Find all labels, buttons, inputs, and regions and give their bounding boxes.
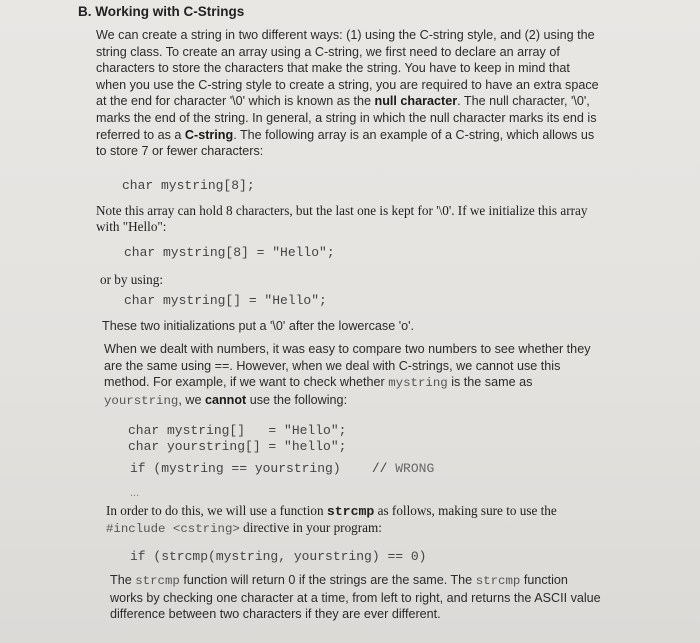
compare-text-1: When we dealt with numbers, it was easy to compare two numbers to see whether they are the same using ==. However, when we deal with C-strings, we cannot use this method. For example, if we want to check whether (104, 342, 591, 390)
intro-text-2: . The null character, '\0', marks the end of the string. In general, a string in which the null character marks its end is referred to as a (96, 94, 597, 142)
wrong-comment: WRONG (395, 461, 435, 476)
strcmp-intro-text-2: as follows, making sure to use the (374, 503, 557, 518)
strcmp-function-name: strcmp (326, 504, 375, 519)
intro-paragraph (96, 27, 602, 160)
compare-paragraph (104, 341, 602, 409)
code-compare-line-2: char yourstring[] = "hello"; (128, 439, 347, 454)
ellipsis: ... (130, 487, 140, 499)
strcmp-desc-text-1: The (110, 573, 136, 587)
strcmp-intro-paragraph (106, 503, 602, 538)
code-if-wrong-text: if (mystring == yourstring) // (130, 461, 396, 476)
note-paragraph: Note this array can hold 8 characters, but the last one is kept for '\0'. If we initialize this array with "Hello": (96, 203, 588, 235)
strcmp-intro-text-1: In order to do this, we will use a function (106, 503, 327, 518)
code-compare-line-1: char mystring[] = "Hello"; (128, 423, 347, 438)
cannot-term: cannot (204, 392, 247, 407)
strcmp-desc-text-2: function will return 0 if the strings are the same. The (179, 573, 476, 587)
yourstring-var: yourstring (104, 393, 179, 408)
code-declaration: char mystring[8]; (122, 178, 255, 193)
intro-text-1: We can create a string in two different ways: (1) using the C-string style, and (2) using the string class. To create an array using a C-string, we first need to declare an array of characters to store the characters that make the string. You have to keep in mind that when you use the C-string style to create a string, you are required to have an extra space at the end for character '\0' which is known as the (96, 28, 599, 109)
code-if-strcmp: if (strcmp(mystring, yourstring) == 0) (130, 549, 427, 564)
mystring-var: mystring (388, 376, 448, 391)
section-heading: B. Working with C-Strings (78, 4, 245, 19)
code-if-wrong (130, 461, 434, 476)
code-init-sized: char mystring[8] = "Hello"; (124, 245, 335, 260)
strcmp-fn-2: strcmp (475, 574, 521, 588)
code-init-unsized: char mystring[] = "Hello"; (124, 293, 327, 308)
compare-text-2: is the same as (447, 375, 533, 390)
compare-text-3: , we (178, 392, 205, 407)
null-character-term: null character (374, 94, 458, 109)
strcmp-intro-text-3: directive in your program: (239, 520, 382, 536)
two-initializations-text: These two initializations put a '\0' after the lowercase 'o'. (102, 319, 415, 333)
strcmp-fn-1: strcmp (135, 574, 180, 588)
include-directive: #include <cstring> (106, 522, 240, 537)
or-by-using-text: or by using: (100, 272, 164, 287)
compare-text-4: use the following: (246, 392, 348, 407)
strcmp-desc-text-3: function works by checking one character at a time, from left to right, and returns the ASCII value difference between two characters if they are ever different. (110, 573, 601, 622)
intro-text-3: . The following array is an example of a C-string, which allows us to store 7 or fewer characters: (96, 127, 595, 159)
strcmp-description-paragraph (110, 572, 602, 623)
c-string-term: C-string (184, 127, 234, 142)
